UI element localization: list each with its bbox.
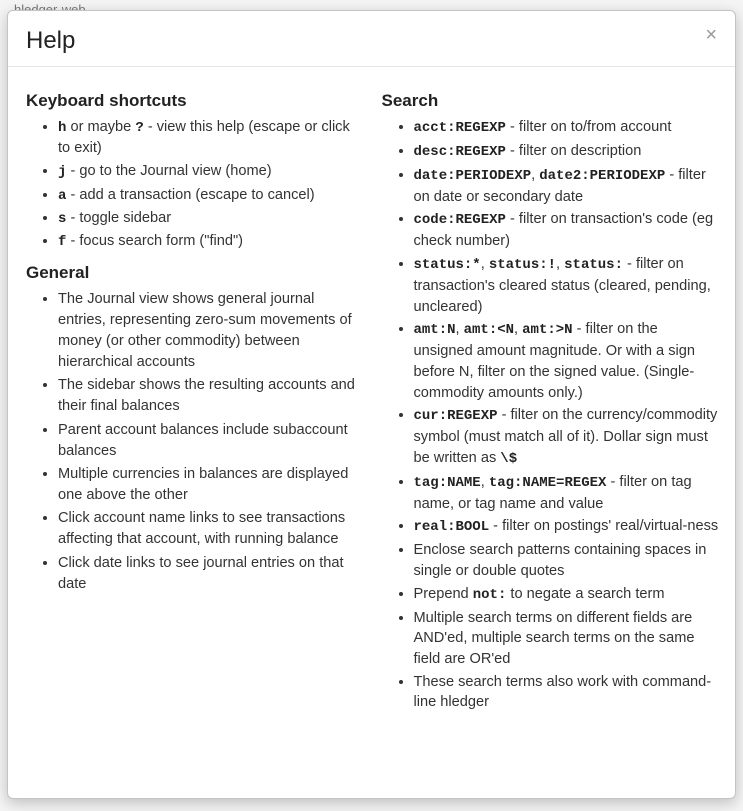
code-token: code:REGEXP <box>413 212 506 229</box>
code-token: status:* <box>413 256 481 273</box>
code-token: cur:REGEXP <box>413 408 498 425</box>
list-item: • Click date links to see journal entries on that date <box>58 553 364 595</box>
list-item: • Prepend not: to negate a search term <box>414 584 722 606</box>
list-item: • date:PERIODEXP, date2:PERIODEXP - filter on date or secondary date <box>414 165 722 208</box>
list-item: • Multiple search terms on different fields are AND'ed, multiple search terms on the same field are OR'ed <box>414 608 722 670</box>
code-token: acct:REGEXP <box>413 120 506 136</box>
code-token: s <box>58 211 67 228</box>
code-token: tag:NAME <box>413 474 481 491</box>
list-item: • The sidebar shows the resulting accounts and their final balances <box>58 375 364 417</box>
help-list <box>26 117 364 253</box>
list-item: • h or maybe ? - view this help (escape or click to exit) <box>58 117 364 159</box>
help-list <box>382 117 722 713</box>
list-item: • amt:N, amt:<N, amt:>N - filter on the unsigned amount magnitude. Or with a sign before N, filter on the signed value. (Single-commodity amounts only.) <box>414 319 722 403</box>
list-item: • Enclose search patterns containing spaces in single or double quotes <box>414 540 722 581</box>
section-heading: General <box>26 262 90 282</box>
code-token: amt:N <box>413 322 456 339</box>
code-token: real:BOOL <box>413 519 490 536</box>
list-item: • s - toggle sidebar <box>58 208 364 229</box>
code-token: \$ <box>500 450 518 467</box>
code-token: ? <box>135 120 144 136</box>
help-column-right <box>374 81 736 723</box>
code-token: status:! <box>488 256 557 273</box>
code-token: tag:NAME=REGEX <box>488 474 607 491</box>
section-heading: Keyboard shortcuts <box>26 91 187 110</box>
list-item: • f - focus search form ("find") <box>58 231 364 252</box>
close-icon[interactable]: × <box>701 23 721 47</box>
list-item: • a - add a transaction (escape to cancel) <box>58 185 364 206</box>
help-modal <box>7 10 736 799</box>
list-item: • Parent account balances include subaccount balances <box>58 420 364 462</box>
modal-body <box>8 67 735 723</box>
list-item: • j - go to the Journal view (home) <box>58 161 364 182</box>
list-item: • desc:REGEXP - filter on description <box>414 141 722 163</box>
code-token: desc:REGEXP <box>413 143 506 160</box>
code-token: date2:PERIODEXP <box>539 167 666 184</box>
modal-header <box>8 11 735 67</box>
list-item: • Multiple currencies in balances are displayed one above the other <box>58 464 364 506</box>
list-item: • cur:REGEXP - filter on the currency/commodity symbol (must match all of it). Dollar sign must be written as \$ <box>414 405 722 469</box>
list-item: • These search terms also work with command-line hledger <box>414 672 722 713</box>
code-token: not: <box>472 586 507 603</box>
code-token: date:PERIODEXP <box>413 167 532 184</box>
section-heading: Search <box>381 91 439 110</box>
help-list <box>26 289 364 595</box>
list-item: • The Journal view shows general journal entries, representing zero-sum movements of money (or other commodity) between hierarchical accounts <box>58 289 364 374</box>
list-item: • status:*, status:!, status: - filter on transaction's cleared status (cleared, pending, uncleared) <box>414 254 722 317</box>
code-token: f <box>58 234 67 251</box>
list-item: • acct:REGEXP - filter on to/from account <box>414 117 722 139</box>
code-token: amt:>N <box>522 322 573 339</box>
modal-title: Help <box>26 27 76 54</box>
list-item: • Click account name links to see transactions affecting that account, with running balance <box>58 508 364 550</box>
list-item: • real:BOOL - filter on postings' real/virtual-ness <box>414 516 722 538</box>
code-token: status: <box>564 256 623 273</box>
list-item: • tag:NAME, tag:NAME=REGEX - filter on tag name, or tag name and value <box>414 472 722 515</box>
list-item: • code:REGEXP - filter on transaction's code (eg check number) <box>414 209 722 252</box>
code-token: amt:<N <box>463 322 515 339</box>
help-column-left <box>8 81 374 723</box>
code-token: h <box>58 120 67 136</box>
code-token: a <box>58 187 67 204</box>
code-token: j <box>58 164 67 181</box>
